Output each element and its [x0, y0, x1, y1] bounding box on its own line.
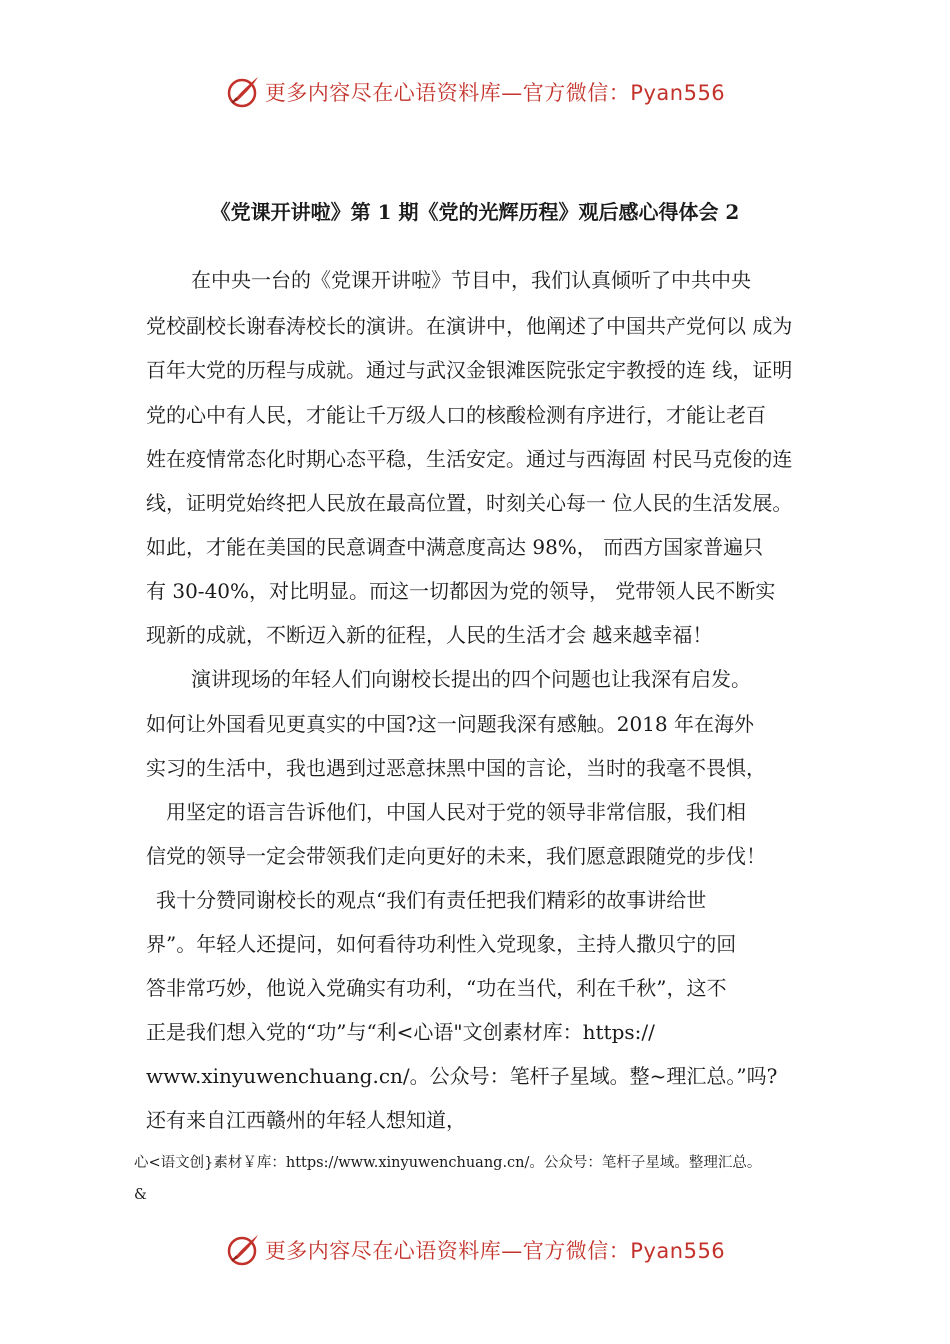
- paragraph-line: 在中央一台的《党课开讲啦》节目中，我们认真倾听了中共中央: [191, 268, 751, 292]
- paragraph-line: 界”。年轻人还提问，如何看待功利性入党现象，主持人撒贝宁的回: [146, 932, 737, 956]
- paragraph-line: 如何让外国看见更真实的中国?这一问题我深有感触。2018 年在海外: [146, 712, 754, 736]
- document-title: 《党课开讲啦》第 1 期《党的光辉历程》观后感心得体会 2: [210, 200, 740, 224]
- paragraph-line: 党的心中有人民，才能让千万级人口的核酸检测有序进行，才能让老百: [146, 403, 766, 427]
- paragraph-line: 党校副校长谢春涛校长的演讲。在演讲中，他阐述了中国共产党何以 成为: [146, 314, 793, 338]
- paragraph-line: 信党的领导一定会带领我们走向更好的未来，我们愿意跟随党的步伐！: [146, 844, 766, 868]
- paragraph-line: 现新的成就，不断迈入新的征程，人民的生活才会 越来越幸福！: [146, 623, 713, 647]
- paragraph-line: 用坚定的语言告诉他们，中国人民对于党的领导非常信服，我们相: [166, 800, 746, 824]
- banner-text: 更多内容尽在心语资料库—官方微信：Pyan556: [264, 81, 726, 105]
- header-banner: [0, 72, 950, 112]
- paragraph-line: 我十分赞同谢校长的观点“我们有责任把我们精彩的故事讲给世: [156, 888, 707, 912]
- banner-text: 更多内容尽在心语资料库—官方微信：Pyan556: [264, 1239, 726, 1263]
- paragraph-line: 如此，才能在美国的民意调查中满意度高达 98%， 而西方国家普遍只: [146, 535, 764, 559]
- paragraph-line: 百年大党的历程与成就。通过与武汉金银滩医院张定宇教授的连 线，证明: [146, 358, 793, 382]
- paragraph-line: 答非常巧妙，他说入党确实有功利，“功在当代，利在千秋”，这不: [146, 976, 727, 1000]
- footer-banner: [0, 1230, 950, 1270]
- paragraph-line: 有 30-40%，对比明显。而这一切都因为党的领导， 党带领人民不断实: [146, 579, 776, 603]
- paragraph-line: 实习的生活中，我也遇到过恶意抹黑中国的言论，当时的我毫不畏惧，: [146, 756, 766, 780]
- paragraph-line: 还有来自江西赣州的年轻人想知道，: [146, 1108, 466, 1132]
- paragraph-line: 正是我们想入党的“功”与“利<心语"文创素材库：https://: [146, 1020, 655, 1044]
- footnote-line: 心<语文创}素材￥库：https://www.xinyuwenchuang.cn/。公众号：笔杆子星域。整理汇总。: [134, 1155, 762, 1171]
- paragraph-line: www.xinyuwenchuang.cn/。公众号：笔杆子星域。整~理汇总。”吗?: [146, 1064, 778, 1088]
- paragraph-line: 线，证明党始终把人民放在最高位置，时刻关心每一 位人民的生活发展。: [146, 491, 793, 515]
- quill-logo-icon: [225, 74, 261, 110]
- paragraph-line: 演讲现场的年轻人们向谢校长提出的四个问题也让我深有启发。: [191, 667, 751, 691]
- paragraph-line: 姓在疫情常态化时期心态平稳，生活安定。通过与西海固 村民马克俊的连: [146, 447, 793, 471]
- footnote-line: &: [134, 1187, 147, 1203]
- quill-logo-icon: [225, 1232, 261, 1268]
